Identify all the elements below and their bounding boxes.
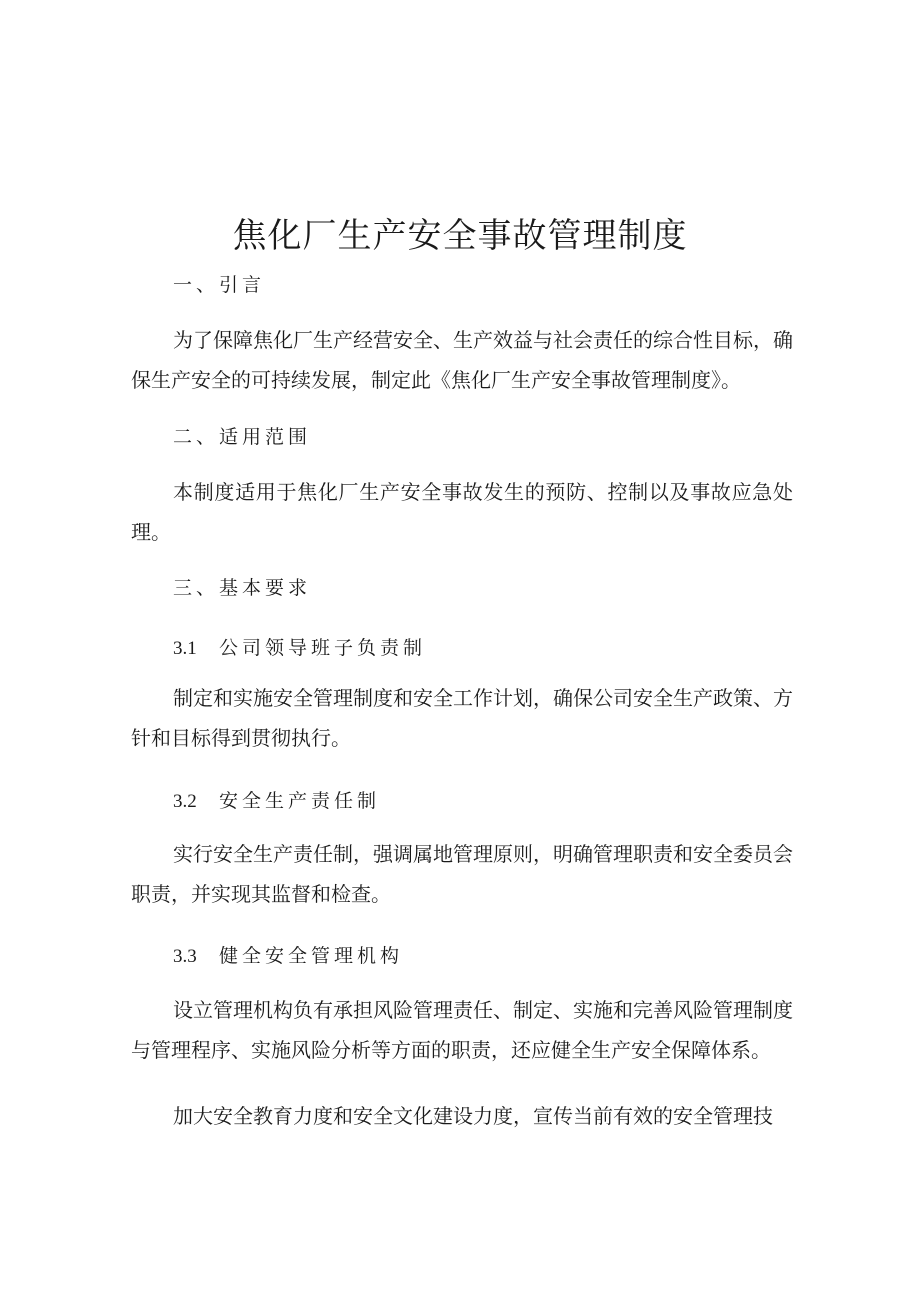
paragraph-3-2: 实行安全生产责任制，强调属地管理原则，明确管理职责和安全委员会职责，并实现其监督和检查。 xyxy=(131,842,793,906)
subsection-title: 健全安全管理机构 xyxy=(219,945,404,967)
paragraph-introduction: 为了保障焦化厂生产经营安全、生产效益与社会责任的综合性目标，确保生产安全的可持续发展，制定此《焦化厂生产安全事故管理制度》。 xyxy=(131,328,793,392)
section-heading-introduction: 一、引言 xyxy=(173,274,266,296)
subsection-heading-3-1 xyxy=(173,634,426,663)
subsection-number: 3.2 xyxy=(173,791,197,812)
subsection-title: 公司领导班子负责制 xyxy=(219,637,427,659)
paragraph-3-1: 制定和实施安全管理制度和安全工作计划，确保公司安全生产政策、方针和目标得到贯彻执行。 xyxy=(131,686,793,750)
subsection-heading-3-2 xyxy=(173,787,380,816)
section-heading-scope: 二、适用范围 xyxy=(173,426,312,448)
subsection-number: 3.3 xyxy=(173,946,197,967)
subsection-heading-3-3 xyxy=(173,942,403,971)
subsection-title: 安全生产责任制 xyxy=(219,790,381,812)
section-heading-basic-requirements: 三、基本要求 xyxy=(173,577,312,599)
subsection-number: 3.1 xyxy=(173,638,197,659)
paragraph-scope: 本制度适用于焦化厂生产安全事故发生的预防、控制以及事故应急处理。 xyxy=(131,480,793,544)
paragraph-3-3-a: 设立管理机构负有承担风险管理责任、制定、实施和完善风险管理制度与管理程序、实施风险分析等方面的职责，还应健全生产安全保障体系。 xyxy=(131,998,793,1062)
document-title: 焦化厂生产安全事故管理制度 xyxy=(232,216,688,256)
paragraph-3-3-b: 加大安全教育力度和安全文化建设力度，宣传当前有效的安全管理技 xyxy=(173,1104,773,1128)
